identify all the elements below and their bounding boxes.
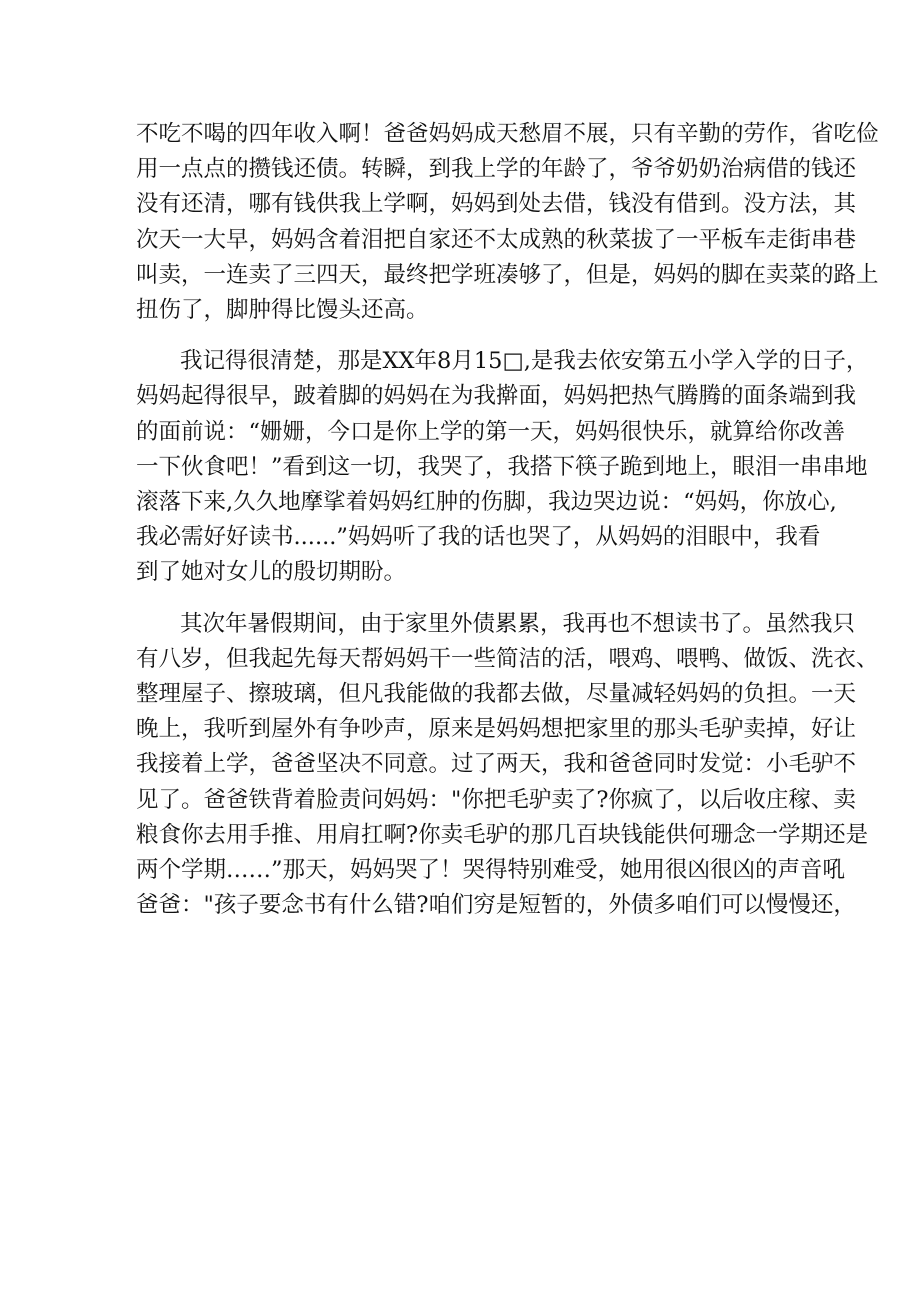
- text-line: 没有还清，哪有钱供我上学啊，妈妈到处去借，钱没有借到。没方法，其: [136, 191, 857, 218]
- text-line: 见了。爸爸铁背着脸责问妈妈："你把毛驴卖了?你疯了，以后收庄稼、卖: [136, 786, 856, 813]
- text-line: 不吃不喝的四年收入啊！爸爸妈妈成天愁眉不展，只有辛勤的劳作，省吃俭: [136, 121, 879, 147]
- text-line: 其次年暑假期间，由于家里外债累累，我再也不想读书了。虽然我只: [180, 610, 856, 637]
- paragraph-1: [136, 117, 879, 328]
- text-line: 次天一大早，妈妈含着泪把自家还不太成熟的秋菜拔了一平板车走街串巷: [136, 226, 857, 253]
- text-line: 粮食你去用手推、用肩扛啊?你卖毛驴的那几百块钱能供何珊念一学期还是: [136, 821, 869, 848]
- text-line: 到了她对女儿的殷切期盼。: [136, 559, 407, 586]
- text-line: 用一点点的攒钱还债。转瞬，到我上学的年龄了，爷爷奶奶治病借的钱还: [136, 156, 857, 183]
- text-line: 有八岁，但我起先每天帮妈妈干一些简洁的活，喂鸡、喂鸭、做饭、洗衣、: [136, 645, 879, 672]
- text-line: 叫卖，一连卖了三四天，最终把学班凑够了，但是，妈妈的脚在卖菜的路上: [136, 261, 879, 288]
- text-line: 晚上，我听到屋外有争吵声，原来是妈妈想把家里的那头毛驴卖掉，好让: [136, 716, 857, 743]
- text-line: 爸爸："孩子要念书有什么错?咱们穷是短暂的，外债多咱们可以慢慢还，: [136, 892, 856, 919]
- text-line: 我必需好好读书......”妈妈听了我的话也哭了，从妈妈的泪眼中，我看: [136, 524, 821, 551]
- text-line: 滚落下来,久久地摩挲着妈妈红肿的伤脚，我边哭边说：“妈妈，你放心,: [136, 489, 837, 516]
- text-line: 整理屋子、擦玻璃，但凡我能做的我都去做，尽量减轻妈妈的负担。一天: [136, 681, 857, 708]
- paragraph-3: [136, 607, 879, 924]
- text-line: 的面前说：“姗姗，今口是你上学的第一天，妈妈很快乐，就算给你改善: [136, 418, 846, 445]
- paragraph-2: [136, 344, 869, 590]
- text-line: 一下伙食吧！”看到这一切，我哭了，我搭下筷子跪到地上，眼泪一串串地: [136, 453, 868, 480]
- text-line: 两个学期……”那天，妈妈哭了！哭得特别难受，她用很凶很凶的声音吼: [136, 857, 846, 884]
- text-line: 妈妈起得很早，跛着脚的妈妈在为我擀面，妈妈把热气腾腾的面条端到我: [136, 383, 857, 410]
- text-line: 扭伤了，脚肿得比馒头还高。: [136, 297, 429, 324]
- text-line: 我记得很清楚，那是XX年8月15□,是我去依安第五小学入学的日子，: [180, 348, 869, 375]
- text-line: 我接着上学，爸爸坚决不同意。过了两天，我和爸爸同时发觉：小毛驴不: [136, 751, 857, 778]
- body-text: [136, 117, 879, 923]
